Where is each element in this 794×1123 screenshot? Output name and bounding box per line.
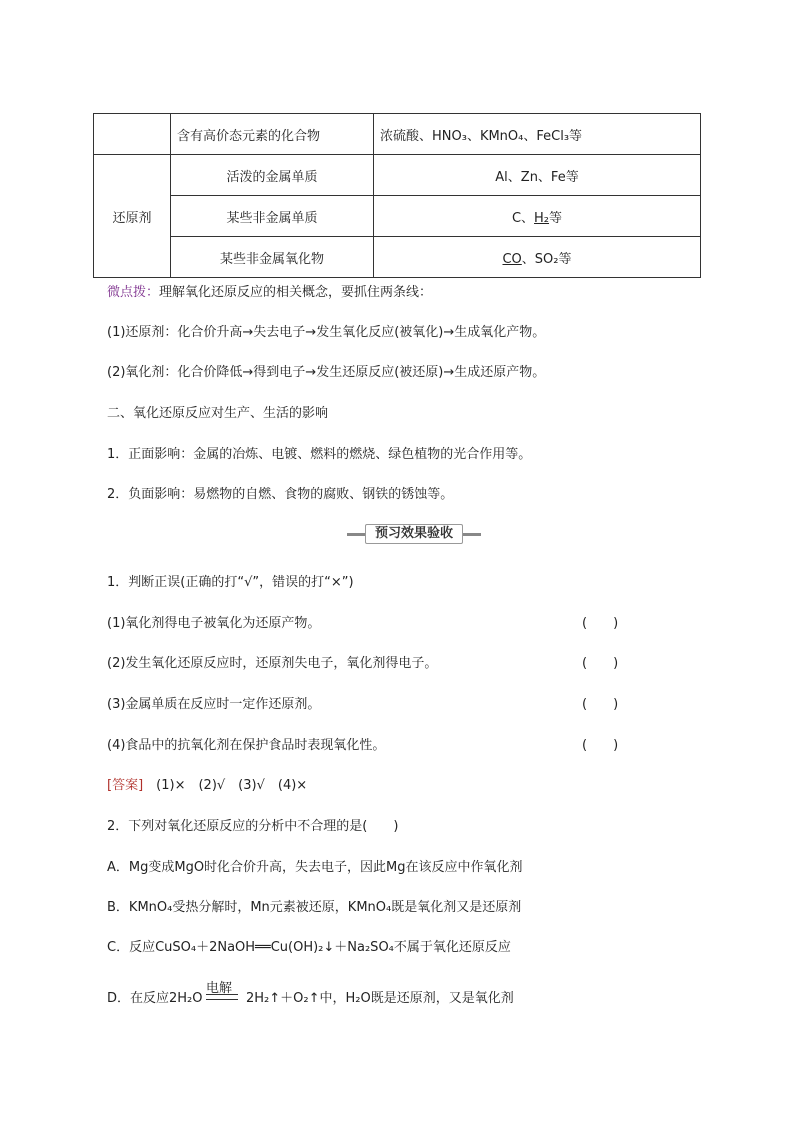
option-c: C．反应CuSO₄＋2NaOH══Cu(OH)₂↓＋Na₂SO₄不属于氧化还原反应 [107, 940, 511, 955]
examples-text: 等 [549, 210, 563, 226]
reaction-condition: 电解 [206, 981, 233, 996]
question-1-item: (2)发生氧化还原反应时，还原剂失电子，氧化剂得电子。 [107, 656, 438, 671]
option-d-prefix: D．在反应2H₂O [107, 991, 203, 1006]
answer-label: [答案] [107, 778, 144, 793]
table-cell-examples [374, 237, 701, 278]
section-title: 二、氧化还原反应对生产、生活的影响 [107, 406, 329, 421]
answer-blank: ( ) [582, 656, 619, 671]
table-cell-reducer-label: 还原剂 [94, 155, 171, 278]
reaction-equals-sign [206, 994, 238, 1000]
answer-blank: ( ) [582, 697, 619, 712]
section-item-2: 2．负面影响：易燃物的自燃、食物的腐败、钢铁的锈蚀等。 [107, 487, 454, 502]
tip-line-1: (1)还原剂：化合价升高→失去电子→发生氧化反应(被氧化)→生成氧化产物。 [107, 325, 546, 340]
table-cell-examples: Al、Zn、Fe等 [374, 155, 701, 196]
question-1-item: (1)氧化剂得电子被氧化为还原产物。 [107, 616, 321, 631]
table-cell-substance: 某些非金属单质 [171, 196, 374, 237]
option-d-suffix: 2H₂↑＋O₂↑中，H₂O既是还原剂，又是氧化剂 [246, 991, 514, 1006]
table-cell-examples [374, 196, 701, 237]
tip-line-2: (2)氧化剂：化合价降低→得到电子→发生还原反应(被还原)→生成还原产物。 [107, 365, 546, 380]
reagent-table [93, 113, 701, 278]
option-b: B．KMnO₄受热分解时，Mn元素被还原，KMnO₄既是氧化剂又是还原剂 [107, 900, 522, 915]
preview-check-banner [347, 523, 481, 545]
table-cell-substance: 含有高价态元素的化合物 [171, 114, 374, 155]
section-item-1: 1．正面影响：金属的冶炼、电镀、燃料的燃烧、绿色植物的光合作用等。 [107, 447, 532, 462]
table-cell-substance: 某些非金属氧化物 [171, 237, 374, 278]
option-a: A．Mg变成MgO时化合价升高，失去电子，因此Mg在该反应中作氧化剂 [107, 860, 523, 875]
answer-line [107, 774, 307, 793]
tip-text: 理解氧化还原反应的相关概念，要抓住两条线： [159, 285, 433, 300]
tip-label: 微点拨： [107, 285, 160, 300]
answer-blank: ( ) [582, 738, 619, 753]
tip-line [107, 281, 432, 300]
table-row [94, 155, 701, 196]
examples-text: C、 [511, 210, 535, 226]
question-1-item: (3)金属单质在反应时一定作还原剂。 [107, 697, 321, 712]
table-row [94, 196, 701, 237]
examples-underlined: H₂ [534, 210, 550, 226]
table-cell-category [94, 114, 171, 155]
table-row [94, 237, 701, 278]
table-cell-substance: 活泼的金属单质 [171, 155, 374, 196]
examples-underlined: CO [502, 251, 522, 267]
examples-text: 、SO₂等 [521, 251, 572, 267]
table-row [94, 114, 701, 155]
banner-label: 预习效果验收 [365, 524, 463, 544]
answer-text: (1)× (2)√ (3)√ (4)× [156, 778, 308, 793]
answer-blank: ( ) [582, 616, 619, 631]
table-cell-examples: 浓硫酸、HNO₃、KMnO₄、FeCl₃等 [374, 114, 701, 155]
question-1-stem: 1．判断正误(正确的打“√”，错误的打“×”) [107, 575, 354, 590]
question-1-item: (4)食品中的抗氧化剂在保护食品时表现氧化性。 [107, 738, 386, 753]
question-2-stem: 2．下列对氧化还原反应的分析中不合理的是( ) [107, 819, 399, 834]
